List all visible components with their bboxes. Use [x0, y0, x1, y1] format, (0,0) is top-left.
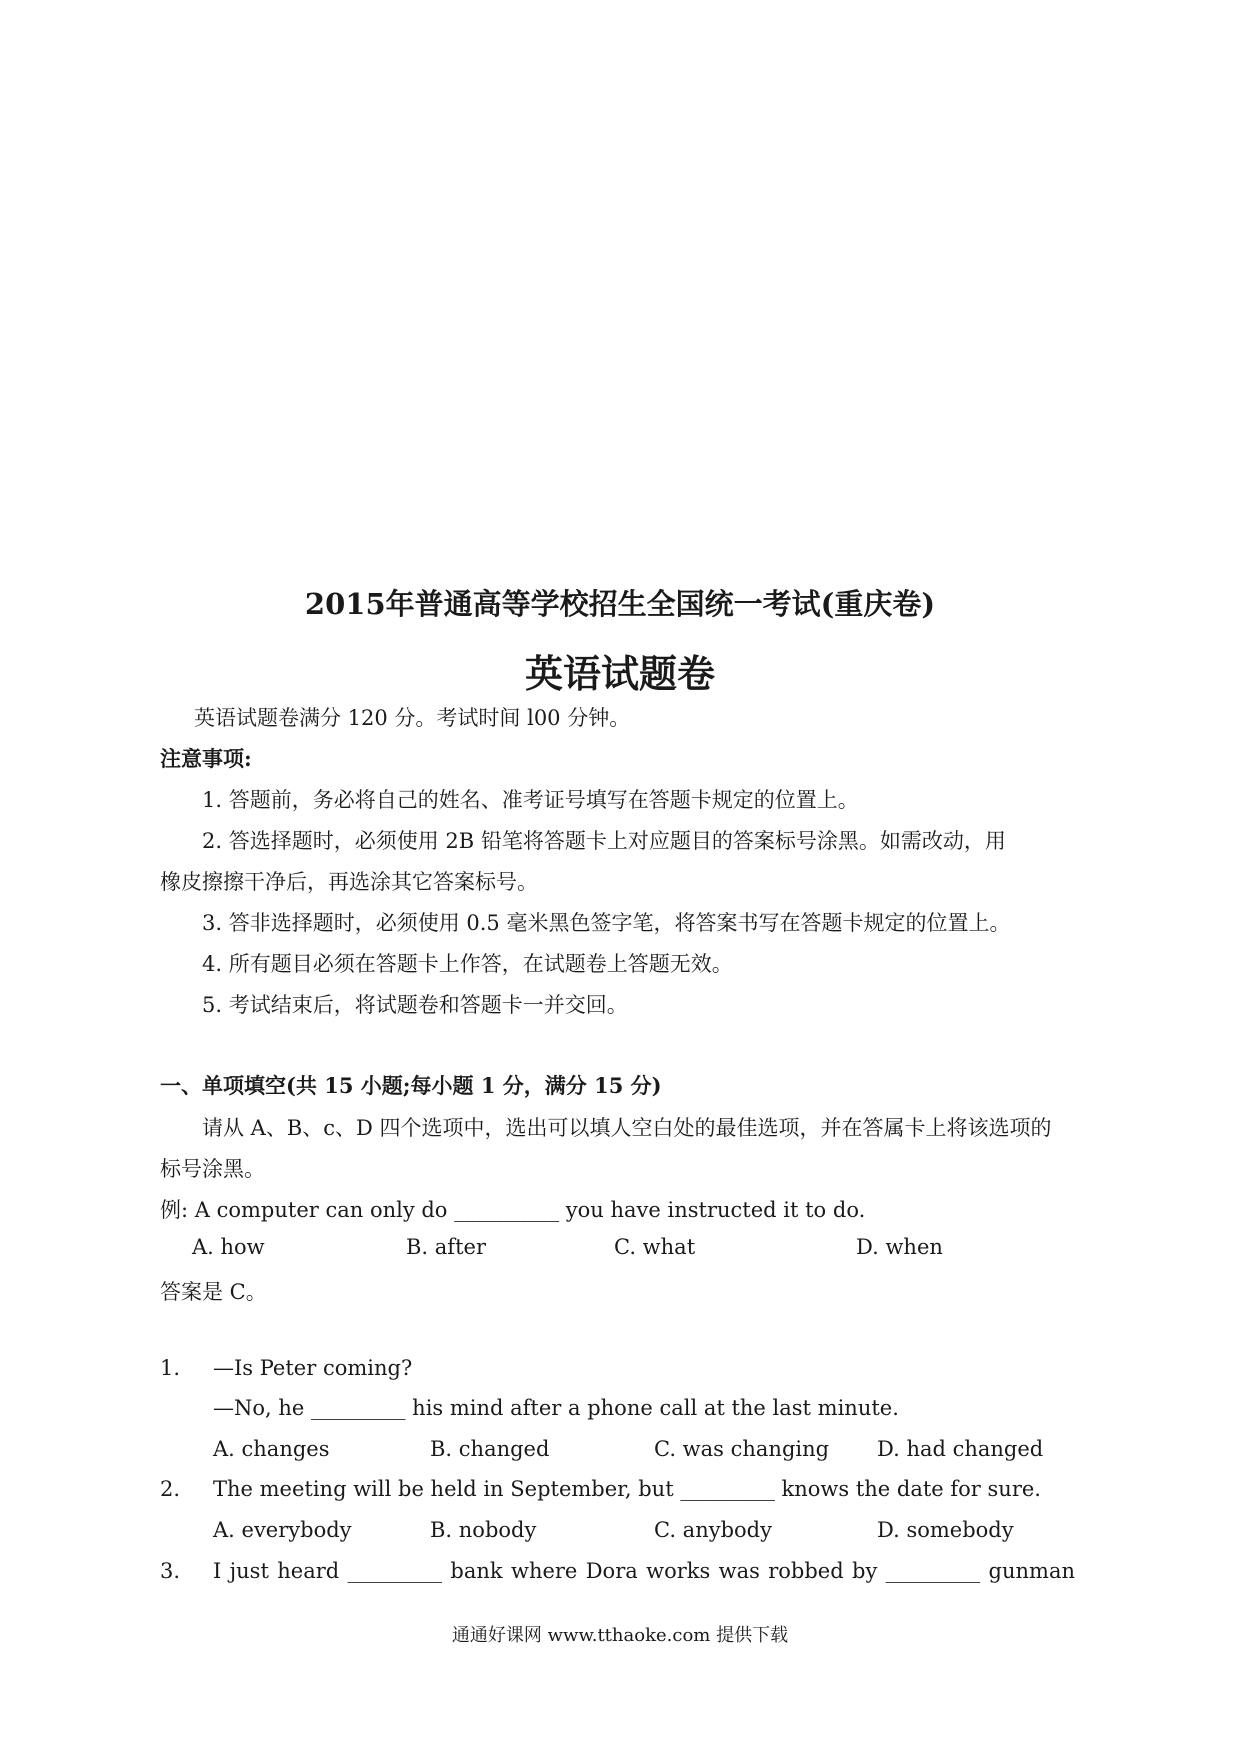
example-stem: 例: A computer can only do __________ you have instructed it to do. — [160, 1198, 866, 1222]
example-answer: 答案是 C。 — [160, 1280, 267, 1304]
page-footer: 通通好课网 www.tthaoke.com 提供下载 — [451, 1625, 789, 1646]
exam-subtitle: 英语试题卷 — [524, 651, 715, 696]
notice-heading: 注意事项: — [160, 746, 252, 771]
section-heading: 一、单项填空(共 15 小题;每小题 1 分，满分 15 分) — [160, 1073, 662, 1098]
notice-item: 1. 答题前，务必将自己的姓名、准考证号填写在答题卡规定的位置上。 — [202, 788, 859, 812]
question-line: —Is Peter coming? — [213, 1356, 413, 1380]
example-option: B. after — [406, 1235, 486, 1259]
section-instruction: 请从 A、B、c、D 四个选项中，选出可以填人空白处的最佳选项，并在答属卡上将该选项的 — [202, 1116, 1052, 1140]
question-option: A. changes — [213, 1437, 330, 1461]
question-option: B. nobody — [430, 1518, 537, 1542]
notice-item: 4. 所有题目必须在答题卡上作答，在试题卷上答题无效。 — [202, 952, 733, 976]
question-option: D. had changed — [877, 1437, 1044, 1461]
question-option: D. somebody — [877, 1518, 1014, 1542]
example-option: C. what — [614, 1235, 696, 1259]
question-option: C. anybody — [654, 1518, 772, 1542]
question-number: 3. — [160, 1559, 181, 1583]
example-option: A. how — [192, 1235, 265, 1259]
example-option: D. when — [856, 1235, 943, 1259]
section-instruction: 标号涂黑。 — [160, 1157, 265, 1181]
notice-item: 橡皮擦擦干净后，再选涂其它答案标号。 — [160, 870, 538, 894]
question-line: I just heard _________ bank where Dora works was robbed by _________ gunman — [213, 1559, 1075, 1583]
question-number: 1. — [160, 1356, 181, 1380]
question-line: —No, he _________ his mind after a phone call at the last minute. — [213, 1396, 899, 1420]
exam-title: 2015年普通高等学校招生全国统一考试(重庆卷) — [304, 587, 936, 621]
notice-item: 2. 答选择题时，必须使用 2B 铅笔将答题卡上对应题目的答案标号涂黑。如需改动，用 — [202, 829, 1006, 853]
question-number: 2. — [160, 1477, 181, 1501]
notice-item: 5. 考试结束后，将试题卷和答题卡一并交回。 — [202, 993, 628, 1017]
intro-text: 英语试题卷满分 120 分。考试时间 l00 分钟。 — [194, 706, 631, 730]
question-line: The meeting will be held in September, but _________ knows the date for sure. — [213, 1477, 1041, 1501]
question-option: C. was changing — [654, 1437, 830, 1461]
notice-item: 3. 答非选择题时，必须使用 0.5 毫米黑色签字笔，将答案书写在答题卡规定的位置上。 — [202, 911, 1011, 935]
question-option: A. everybody — [213, 1518, 352, 1542]
question-option: B. changed — [430, 1437, 550, 1461]
